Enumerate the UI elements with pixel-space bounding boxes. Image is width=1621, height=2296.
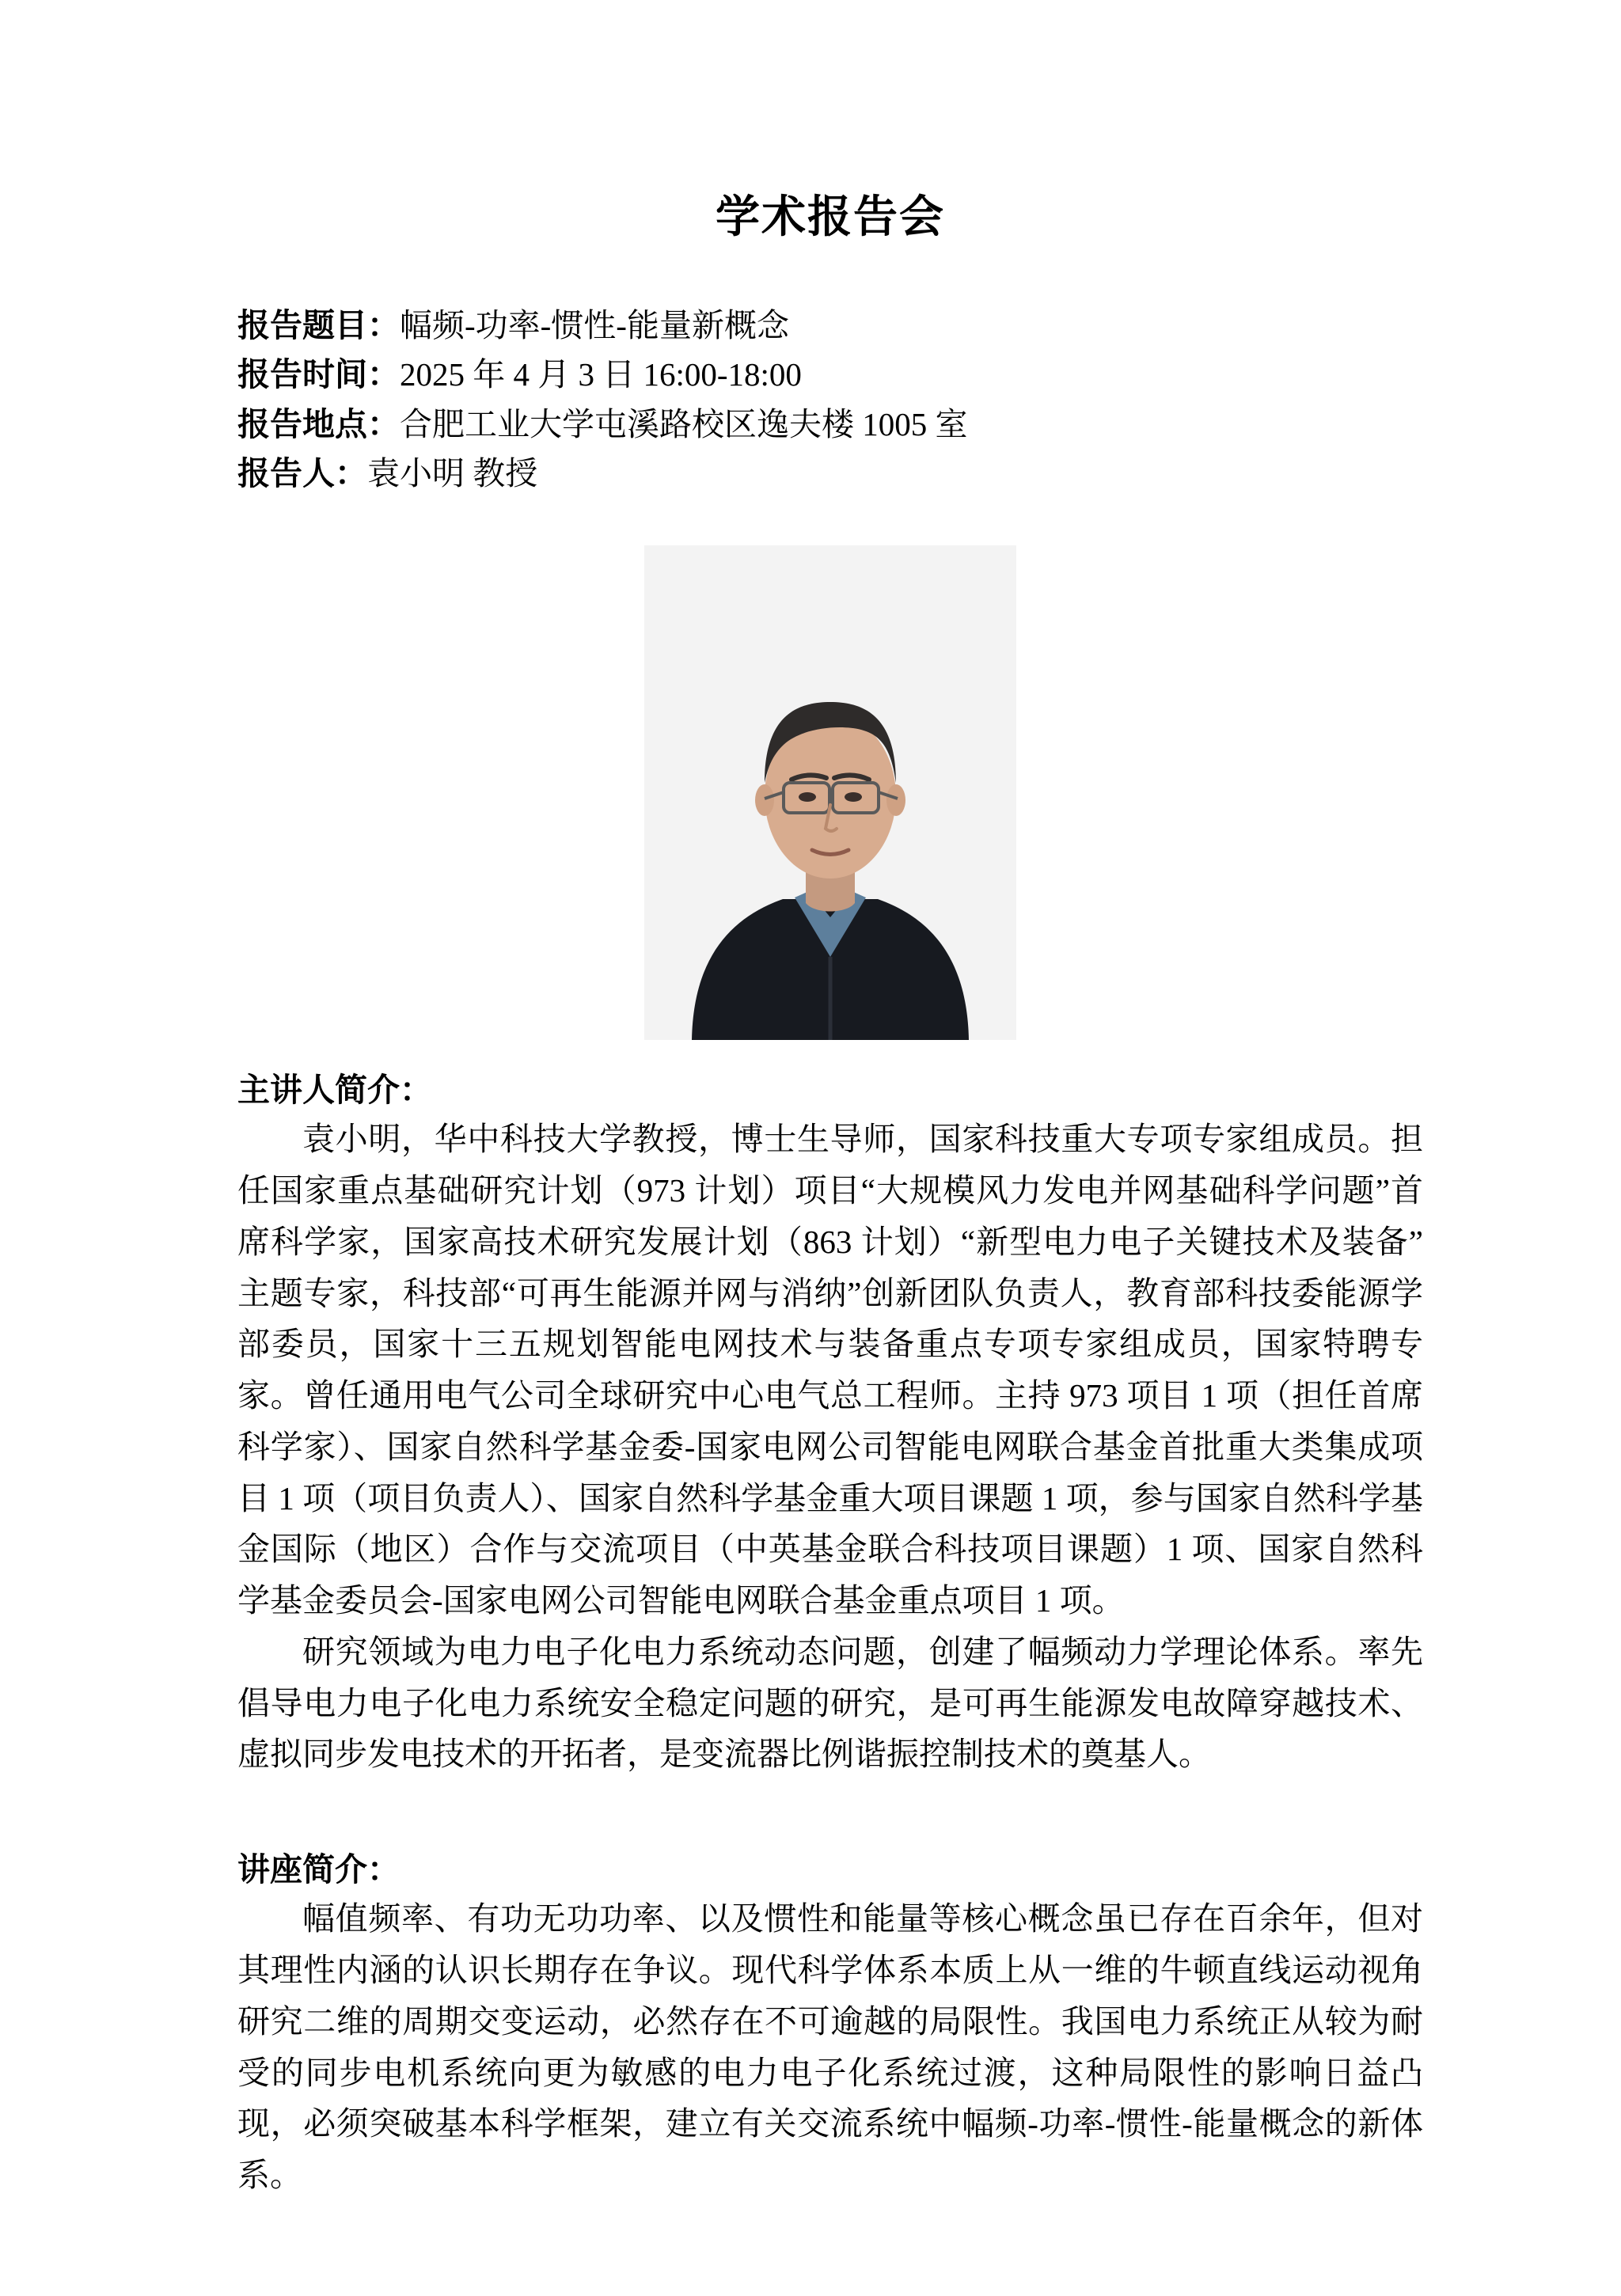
- meta-block: [237, 301, 1423, 498]
- section-heading-lecture-intro: 讲座简介：: [237, 1851, 400, 1888]
- meta-value-location: 合肥工业大学屯溪路校区逸夫楼 1005 室: [400, 405, 968, 442]
- meta-row-topic: [237, 301, 1423, 350]
- section-spacer: [237, 1780, 1423, 1824]
- meta-value-speaker: 袁小明 教授: [367, 454, 538, 491]
- meta-label-location: 报告地点：: [237, 405, 400, 442]
- lecture-intro-paragraph-1: 幅值频率、有功无功功率、以及惯性和能量等核心概念虽已存在百余年，但对其理性内涵的认识长期存在争议。现代科学体系本质上从一维的牛顿直线运动视角研究二维的周期交变运动，必然存在不可逾越的局限性。我国电力系统正从较为耐受的同步电机系统向更为敏感的电力电子化系统过渡，这种局限性的影响日益凸现，必须突破基本科学框架，建立有关交流系统中幅频-功率-惯性-能量概念的新体系。: [237, 1900, 1423, 2194]
- speaker-portrait: [644, 545, 1016, 1040]
- section-heading-speaker-bio: 主讲人简介：: [237, 1072, 432, 1109]
- meta-row-speaker: [237, 449, 1423, 498]
- meta-row-location: [237, 400, 1423, 449]
- meta-value-topic: 幅频-功率-惯性-能量新概念: [400, 307, 789, 343]
- speaker-bio-paragraph-2: 研究领域为电力电子化电力系统动态问题，创建了幅频动力学理论体系。率先倡导电力电子化电力系统安全稳定问题的研究，是可再生能源发电故障穿越技术、虚拟同步发电技术的开拓者，是变流器比例谐振控制技术的奠基人。: [237, 1633, 1423, 1773]
- meta-label-time: 报告时间：: [237, 356, 400, 393]
- portrait-illustration: [644, 545, 1016, 1040]
- meta-value-time: 2025 年 4 月 3 日 16:00-18:00: [400, 356, 802, 393]
- speaker-bio-paragraph-1: 袁小明，华中科技大学教授，博士生导师，国家科技重大专项专家组成员。担任国家重点基础研究计划（973 计划）项目“大规模风力发电并网基础科学问题”首席科学家，国家高技术研究发展计划（863 计划）“新型电力电子关键技术及装备”主题专家，科技部“可再生能源并网与消纳”创新团队负责人，教育部科技委能源学部委员，国家十三五规划智能电网技术与装备重点专项专家组成员，国家特聘专家。曾任通用电气公司全球研究中心电气总工程师。主持 973 项目 1 项（担任首席科学家）、国家自然科学基金委-国家电网公司智能电网联合基金首批重大类集成项目 1 项（项目负责人）、国家自然科学基金重大项目课题 1 项，参与国家自然科学基金国际（地区）合作与交流项目（中英基金联合科技项目课题）1 项、国家自然科学基金委员会-国家电网公司智能电网联合基金重点项目 1 项。: [237, 1121, 1423, 1619]
- meta-label-speaker: 报告人：: [237, 454, 367, 491]
- meta-row-time: [237, 350, 1423, 399]
- portrait-container: [237, 545, 1423, 1040]
- page-title: 学术报告会: [716, 192, 945, 241]
- meta-label-topic: 报告题目：: [237, 307, 400, 343]
